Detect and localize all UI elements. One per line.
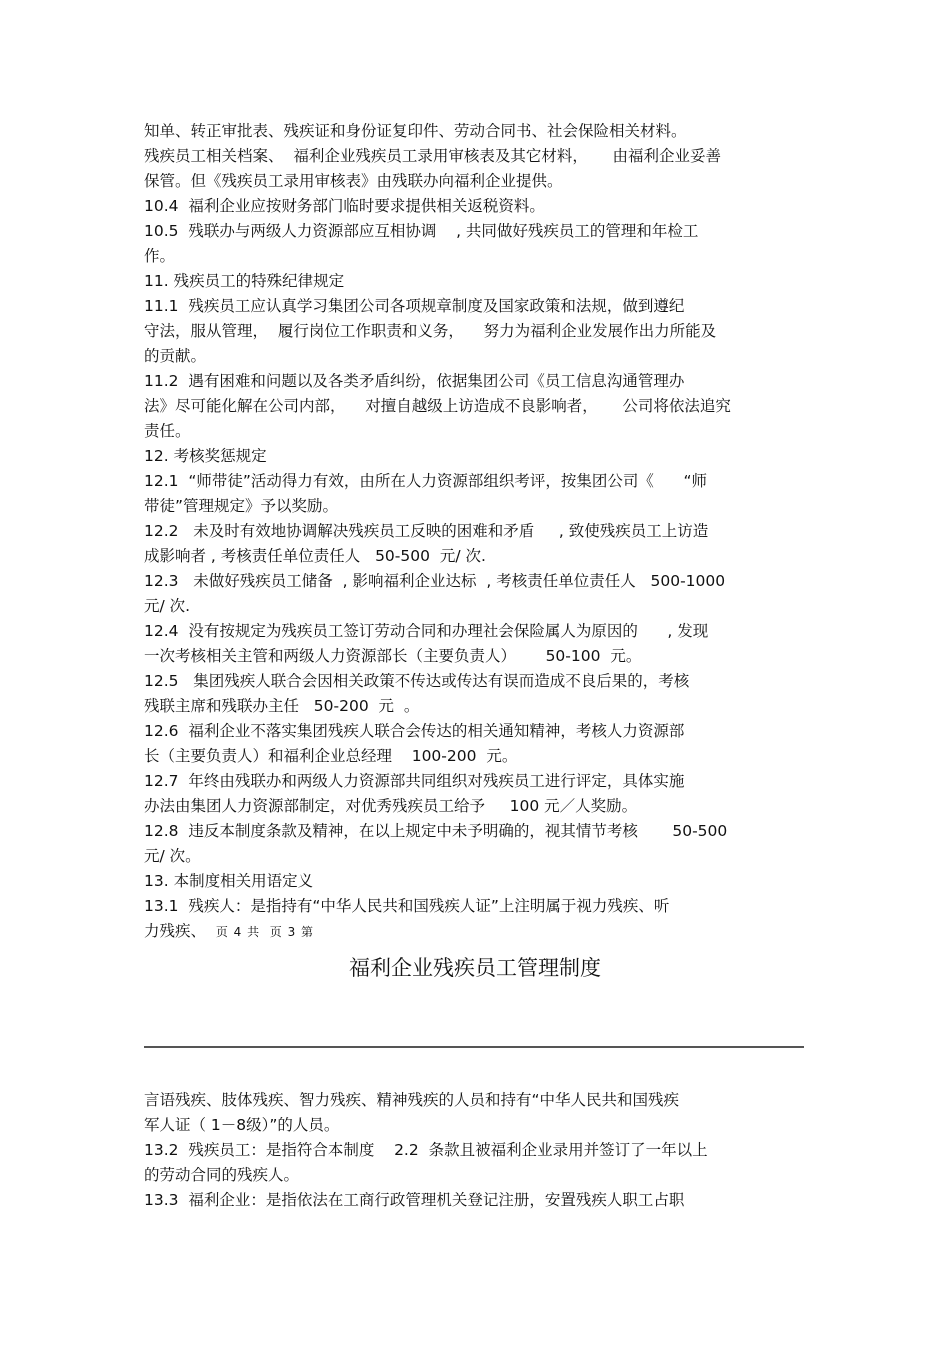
text-line: 10.5 残联办与两级人力资源部应互相协调 , 共同做好残疾员工的管理和年检工	[144, 222, 699, 240]
text-line: 成影响者 , 考核责任单位责任人 50-500 元/ 次.	[144, 547, 486, 565]
text-line: 10.4 福利企业应按财务部门临时要求提供相关返税资料。	[144, 197, 545, 215]
text-line: 残联主席和残联办主任 50-200 元 。	[144, 697, 420, 715]
text-line: 11.1 残疾员工应认真学习集团公司各项规章制度及国家政策和法规，做到遵纪	[144, 297, 685, 315]
page-footer-line	[144, 919, 809, 944]
page-header-title: 福利企业残疾员工管理制度	[349, 956, 601, 980]
text-line: 元/ 次。	[144, 847, 201, 865]
text-line: 守法，服从管理， 履行岗位工作职责和义务， 努力为福利企业发展作出力所能及	[144, 322, 717, 340]
text-line: 12.5 集团残疾人联合会因相关政策不传达或传达有误而造成不良后果的，考核	[144, 672, 690, 690]
text-line: 保管。但《残疾员工录用审核表》由残联办向福利企业提供。	[144, 172, 563, 190]
section-heading: 11. 残疾员工的特殊纪律规定	[144, 272, 345, 290]
text-line: 言语残疾、肢体残疾、智力残疾、精神残疾的人员和持有“中华人民共和国残疾	[144, 1091, 680, 1109]
text-line: 12.3 未做好残疾员工储备 , 影响福利企业达标 , 考核责任单位责任人 500-1000	[144, 572, 726, 590]
text-line: 13.2 残疾员工：是指符合本制度 2.2 条款且被福利企业录用并签订了一年以上	[144, 1141, 708, 1159]
text-line: 法》尽可能化解在公司内部， 对擅自越级上访造成不良影响者， 公司将依法追究	[144, 397, 731, 415]
page-body-text	[144, 1088, 809, 1213]
text-line: 12.8 违反本制度条款及精神，在以上规定中未予明确的，视其情节考核 50-500	[144, 822, 728, 840]
header-divider	[144, 1046, 804, 1048]
text-line: 13.3 福利企业：是指依法在工商行政管理机关登记注册，安置残疾人职工占职	[144, 1191, 685, 1209]
text-line: 12.7 年终由残联办和两级人力资源部共同组织对残疾员工进行评定，具体实施	[144, 772, 685, 790]
text-line: 13.1 残疾人：是指持有“中华人民共和国残疾人证”上注明属于视力残疾、听	[144, 897, 670, 915]
text-line: 作。	[144, 247, 176, 265]
text-line: 力残疾、	[144, 922, 216, 940]
text-line: 的劳动合同的残疾人。	[144, 1166, 300, 1184]
text-line: 12.6 福利企业不落实集团残疾人联合会传达的相关通知精神，考核人力资源部	[144, 722, 685, 740]
text-line: 11.2 遇有困难和问题以及各类矛盾纠纷，依据集团公司《员工信息沟通管理办	[144, 372, 685, 390]
text-line: 一次考核相关主管和两级人力资源部长（主要负责人） 50-100 元。	[144, 647, 642, 665]
page-number: 页 4 共 页 3 第	[215, 925, 315, 939]
text-line: 元/ 次.	[144, 597, 191, 615]
text-line: 带徒”管理规定》予以奖励。	[144, 497, 339, 515]
text-line: 残疾员工相关档案、 福利企业残疾员工录用审核表及其它材料， 由福利企业妥善	[144, 147, 721, 165]
text-line: 的贡献。	[144, 347, 207, 365]
text-line: 办法由集团人力资源部制定，对优秀残疾员工给予 100 元／人奖励。	[144, 797, 638, 815]
text-line: 责任。	[144, 422, 191, 440]
text-line: 知单、转正审批表、残疾证和身份证复印件、劳动合同书、社会保险相关材料。	[144, 122, 687, 140]
text-line: 军人证（ 1－8级）”的人员。	[144, 1116, 340, 1134]
text-line: 12.4 没有按规定为残疾员工签订劳动合同和办理社会保险属人为原因的 , 发现	[144, 622, 709, 640]
section-heading: 12. 考核奖惩规定	[144, 447, 267, 465]
section-heading: 13. 本制度相关用语定义	[144, 872, 314, 890]
page-body-text	[144, 119, 809, 944]
text-line: 12.1 “师带徒”活动得力有效，由所在人力资源部组织考评，按集团公司《 “师	[144, 472, 708, 490]
text-line: 12.2 未及时有效地协调解决残疾员工反映的困难和矛盾 , 致使残疾员工上访造	[144, 522, 709, 540]
text-line: 长（主要负责人）和福利企业总经理 100-200 元。	[144, 747, 518, 765]
